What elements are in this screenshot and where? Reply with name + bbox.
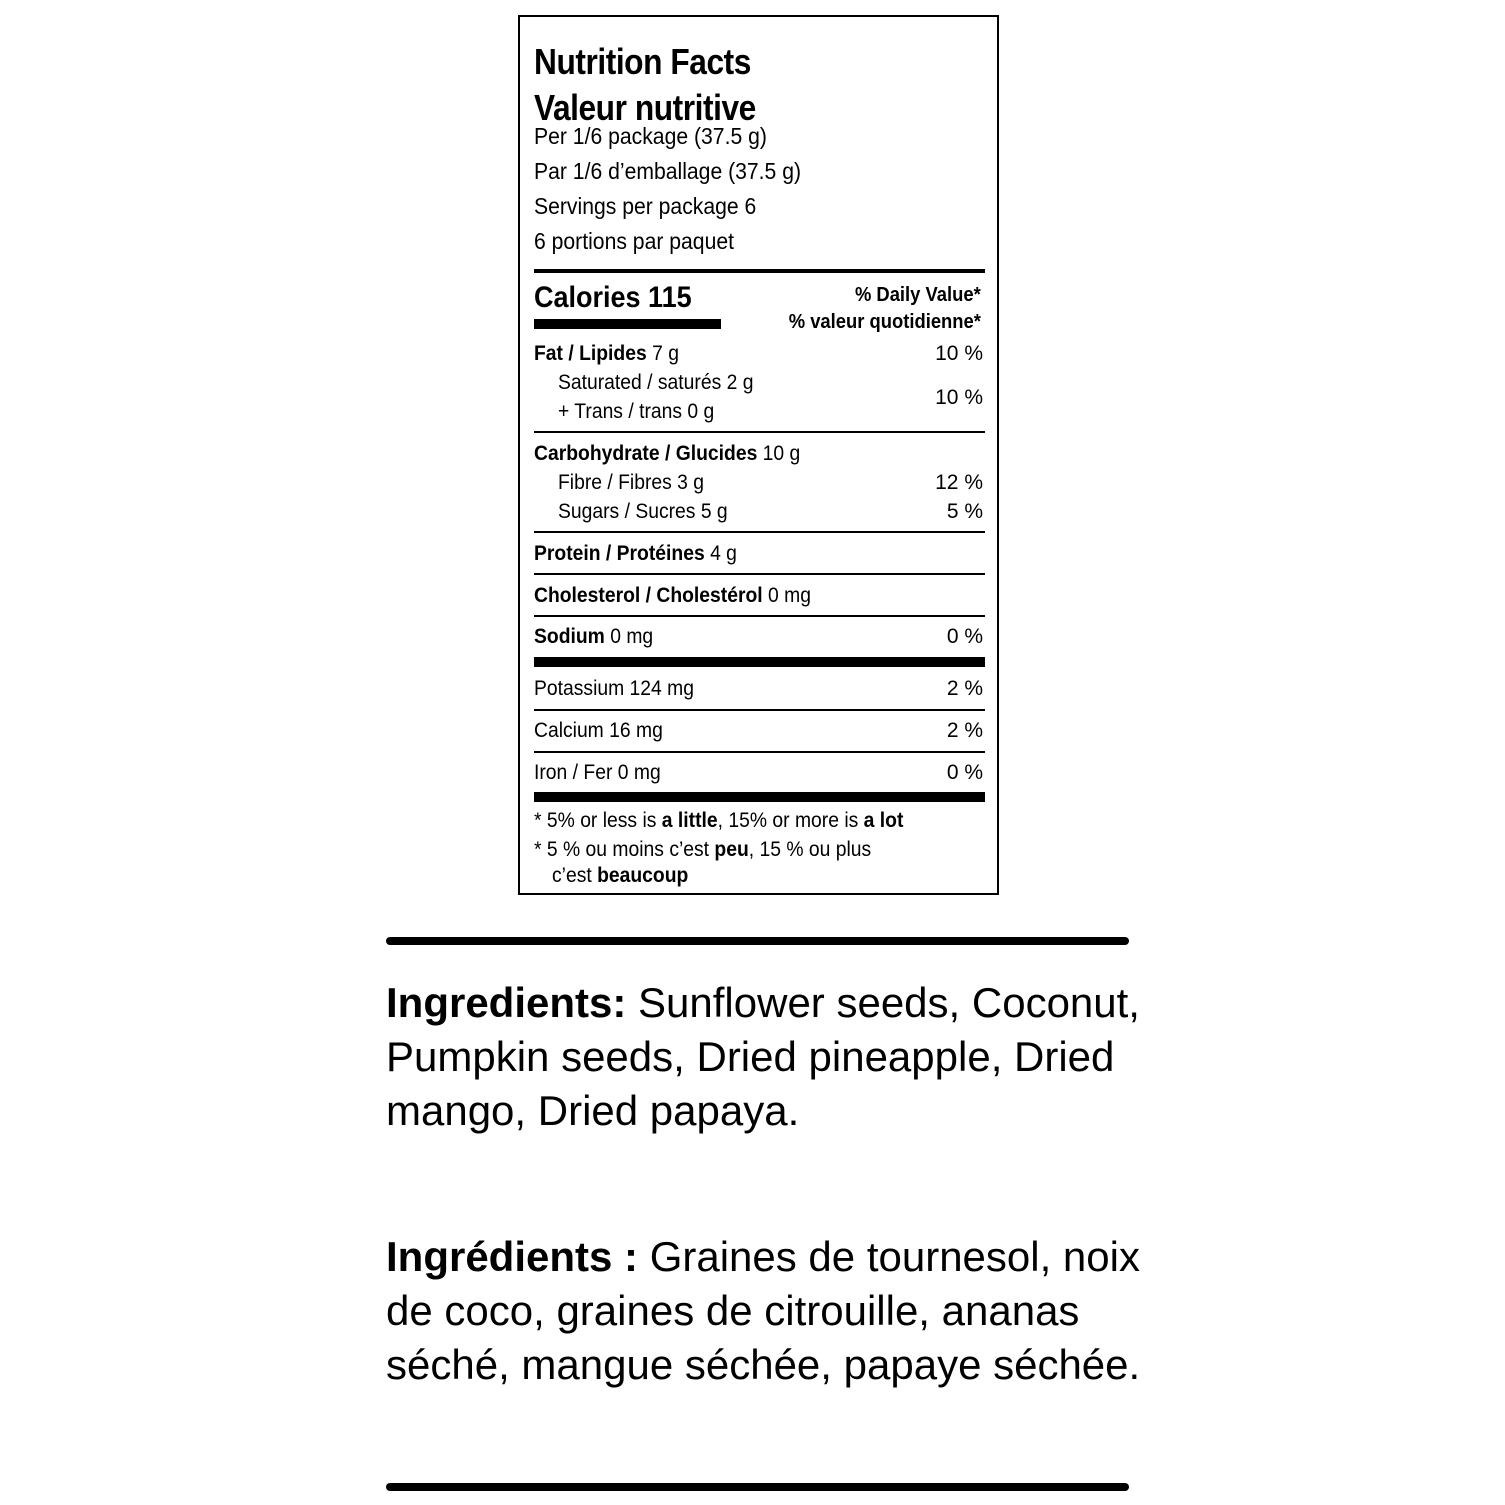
calories: Calories 115 — [534, 281, 692, 314]
sugars-row: Sugars / Sucres 5 g — [558, 500, 728, 523]
divider-bottom — [386, 1483, 1129, 1491]
sat-trans-pct: 10 % — [935, 386, 983, 409]
daily-value-en: % Daily Value* — [855, 284, 981, 306]
saturated-row: Saturated / saturés 2 g — [558, 371, 754, 394]
rule — [534, 709, 985, 711]
serving-size-en: Per 1/6 package (37.5 g) — [534, 123, 767, 149]
sodium-pct: 0 % — [946, 625, 983, 648]
rule — [534, 431, 985, 433]
rule-thick — [534, 792, 985, 802]
servings-per-package-en: Servings per package 6 — [534, 193, 757, 219]
calories-bar — [534, 319, 721, 329]
sugars-pct: 5 % — [946, 500, 983, 523]
potassium-row: Potassium 124 mg — [534, 677, 695, 700]
divider-top — [386, 937, 1129, 945]
carb-row: Carbohydrate / Glucides 10 g — [534, 442, 801, 465]
footnote-en: * 5% or less is a little, 15% or more is a lot — [534, 809, 904, 832]
rule — [534, 615, 985, 617]
daily-value-fr: % valeur quotidienne* — [788, 311, 981, 333]
rule — [534, 531, 985, 533]
footnote-fr: * 5 % ou moins c’est peu, 15 % ou plus — [534, 838, 872, 861]
trans-row: + Trans / trans 0 g — [558, 400, 715, 423]
servings-per-package-fr: 6 portions par paquet — [534, 228, 734, 254]
fat-row: Fat / Lipides 7 g — [534, 342, 679, 365]
ingredients-en: Ingredients: Sunflower seeds, Coconut, Pumpkin seeds, Dried pineapple, Dried mango, Dried papaya. — [386, 979, 1140, 1134]
fibre-row: Fibre / Fibres 3 g — [558, 471, 705, 494]
protein-row: Protein / Protéines 4 g — [534, 542, 737, 565]
calcium-row: Calcium 16 mg — [534, 719, 663, 742]
rule-thick — [534, 269, 985, 273]
potassium-pct: 2 % — [946, 677, 983, 700]
cholesterol-row: Cholesterol / Cholestérol 0 mg — [534, 584, 811, 607]
calcium-pct: 2 % — [946, 719, 983, 742]
serving-size-fr: Par 1/6 d’emballage (37.5 g) — [534, 158, 802, 184]
rule — [534, 573, 985, 575]
fat-pct: 10 % — [935, 342, 983, 365]
title-en: Nutrition Facts — [534, 41, 751, 82]
nutrition-facts-table — [518, 15, 999, 895]
rule — [534, 751, 985, 753]
fibre-pct: 12 % — [935, 471, 983, 494]
sodium-row: Sodium 0 mg — [534, 625, 654, 648]
iron-pct: 0 % — [946, 761, 983, 784]
iron-row: Iron / Fer 0 mg — [534, 761, 661, 784]
footnote-fr-cont: c’est beaucoup — [552, 864, 689, 887]
ingredients-fr: Ingrédients : Graines de tournesol, noix de coco, graines de citrouille, ananas séché, mangue séchée, papaye séchée. — [386, 1233, 1141, 1388]
rule-thick — [534, 657, 985, 667]
title-fr: Valeur nutritive — [534, 87, 756, 128]
